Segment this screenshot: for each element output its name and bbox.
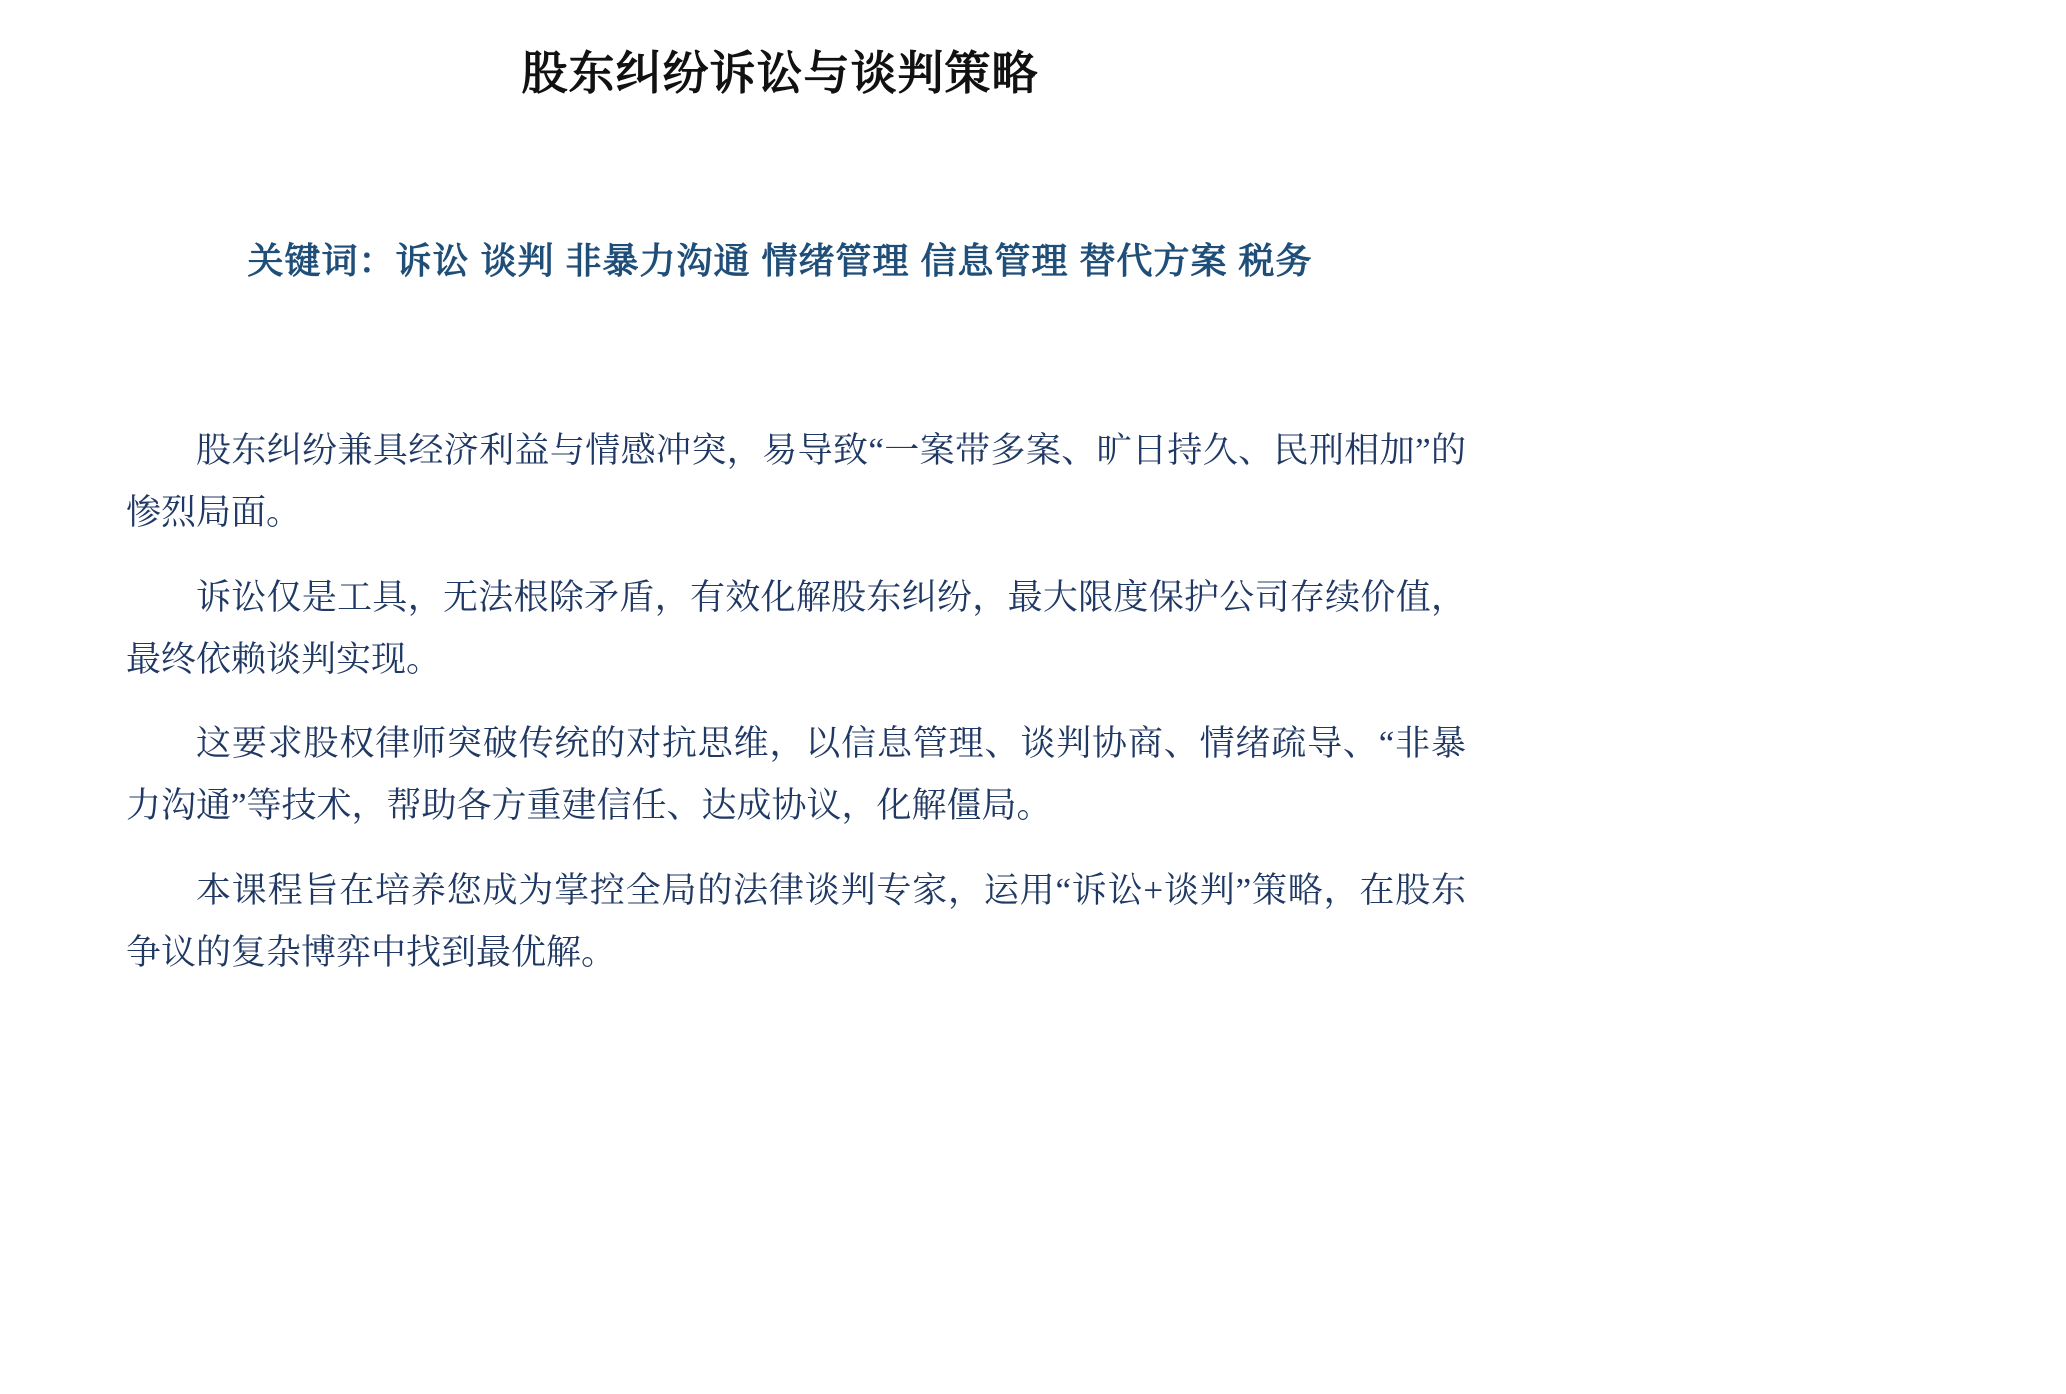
paragraph: 这要求股权律师突破传统的对抗思维，以信息管理、谈判协商、情绪疏导、“非暴力沟通”等技术，帮助各方重建信任、达成协议，化解僵局。 [126,724,1466,826]
keywords-line: 关键词：诉讼 谈判 非暴力沟通 情绪管理 信息管理 替代方案 税务 [247,240,1313,281]
paragraph: 诉讼仅是工具，无法根除矛盾，有效化解股东纠纷，最大限度保护公司存续价值，最终依赖谈判实现。 [126,577,1466,679]
paragraph: 股东纠纷兼具经济利益与情感冲突，易导致“一案带多案、旷日持久、民刑相加”的惨烈局面。 [126,431,1466,533]
page-title: 股东纠纷诉讼与谈判策略 [521,46,1039,99]
paragraph: 本课程旨在培养您成为掌控全局的法律谈判专家，运用“诉讼+谈判”策略，在股东争议的复杂博弈中找到最优解。 [126,870,1466,973]
body-text [126,420,1466,984]
